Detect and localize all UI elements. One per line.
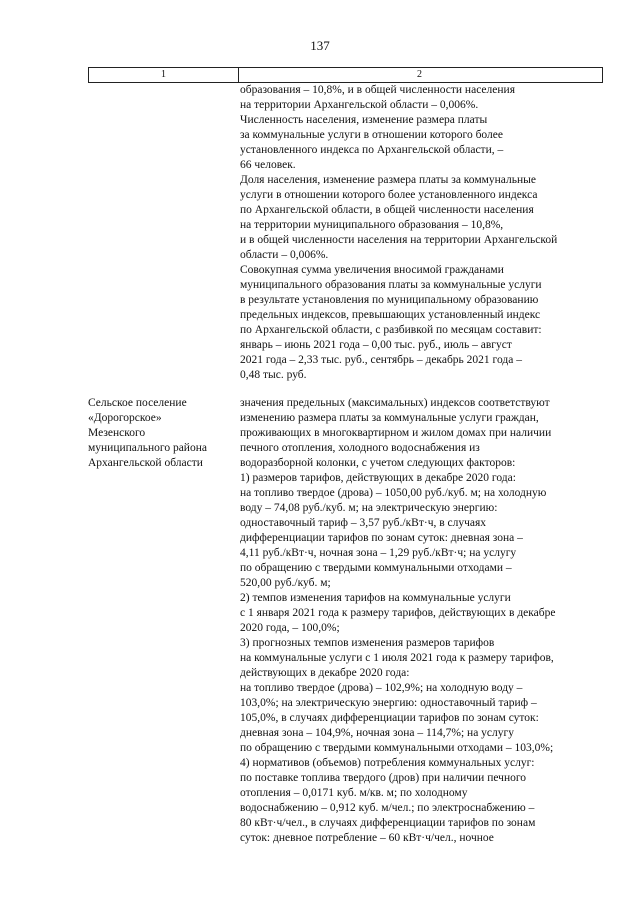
continuation-text-line: области – 0,006%.	[240, 249, 329, 261]
continuation-text-line: по Архангельской области, с разбивкой по месяцам составит:	[240, 324, 542, 336]
index-description-line: 105,0%, в случаях дифференциации тарифов по зонам суток:	[240, 712, 539, 724]
index-description-line: значения предельных (максимальных) индексов соответствуют	[240, 397, 550, 409]
continuation-text-line: Численность населения, изменение размера платы	[240, 114, 488, 126]
continuation-text	[240, 83, 557, 383]
index-description-line: на коммунальные услуги с 1 июля 2021 года к размеру тарифов,	[240, 652, 554, 664]
index-description-line: 520,00 руб./куб. м;	[240, 577, 331, 589]
index-description-line: печного отопления, холодного водоснабжения из	[240, 442, 480, 454]
index-description-line: на топливо твердое (дрова) – 1050,00 руб./куб. м; на холодную	[240, 487, 547, 499]
continuation-text-line: предельных индексов, превышающих установленный индекс	[240, 309, 541, 321]
index-description-line: проживающих в многоквартирном и жилом домах при наличии	[240, 427, 552, 439]
column-header-1: 1	[88, 68, 239, 82]
continuation-text-line: и в общей численности населения на территории Архангельской	[240, 234, 558, 246]
index-description-line: одноставочный тариф – 3,57 руб./кВт·ч, в случаях	[240, 517, 487, 529]
index-description-line: отопления – 0,0171 куб. м/кв. м; по холодному	[240, 787, 468, 799]
index-description-line: водоснабжению – 0,912 куб. м/чел.; по электроснабжению –	[240, 802, 535, 814]
index-description-line: по обращению с твердыми коммунальными отходами – 103,0%;	[240, 742, 554, 754]
column-header-2: 2	[237, 68, 603, 82]
continuation-text-line: 66 человек.	[240, 159, 296, 171]
municipality-name-line: муниципального района	[88, 442, 207, 454]
municipality-name-line: Сельское поселение	[88, 397, 187, 409]
continuation-text-line: 2021 года – 2,33 тыс. руб., сентябрь – декабрь 2021 года –	[240, 354, 522, 366]
index-description-line: 4) нормативов (объемов) потребления коммунальных услуг:	[240, 757, 535, 769]
index-description-line: 2020 года, – 100,0%;	[240, 622, 340, 634]
continuation-text-line: Совокупная сумма увеличения вносимой гражданами	[240, 264, 504, 276]
continuation-text-line: установленного индекса по Архангельской области, –	[240, 144, 504, 156]
index-description-line: воду – 74,08 руб./куб. м; на электрическую энергию:	[240, 502, 498, 514]
index-description-line: по поставке топлива твердого (дров) при наличии печного	[240, 772, 527, 784]
municipality-name-line: Архангельской области	[88, 457, 203, 469]
continuation-text-line: 0,48 тыс. руб.	[240, 369, 307, 381]
continuation-text-line: Доля населения, изменение размера платы за коммунальные	[240, 174, 536, 186]
index-description	[240, 396, 556, 846]
continuation-text-line: по Архангельской области, в общей численности населения	[240, 204, 534, 216]
continuation-text-line: за коммунальные услуги в отношении которого более	[240, 129, 503, 141]
index-description-line: изменению размера платы за коммунальные услуги граждан,	[240, 412, 539, 424]
index-description-line: на топливо твердое (дрова) – 102,9%; на холодную воду –	[240, 682, 523, 694]
page-number: 137	[310, 38, 330, 53]
index-description-line: 4,11 руб./кВт·ч, ночная зона – 1,29 руб./кВт·ч; на услугу	[240, 547, 517, 559]
index-description-line: дневная зона – 104,9%, ночная зона – 114,7%; на услугу	[240, 727, 514, 739]
municipality-name	[88, 396, 207, 471]
continuation-text-line: образования – 10,8%, и в общей численности населения	[240, 84, 515, 96]
index-description-line: действующих в декабре 2020 года:	[240, 667, 410, 679]
index-description-line: 3) прогнозных темпов изменения размеров тарифов	[240, 637, 495, 649]
continuation-text-line: в результате установления по муниципальному образованию	[240, 294, 539, 306]
continuation-text-line: муниципального образования платы за коммунальные услуги	[240, 279, 542, 291]
continuation-text-line: услуги в отношении которого более установленного индекса	[240, 189, 538, 201]
index-description-line: суток: дневное потребление – 60 кВт·ч/чел., ночное	[240, 832, 494, 844]
municipality-name-line: Мезенского	[88, 427, 146, 439]
index-description-line: 80 кВт·ч/чел., в случаях дифференциации тарифов по зонам	[240, 817, 536, 829]
index-description-line: дифференциации тарифов по зонам суток: дневная зона –	[240, 532, 523, 544]
index-description-line: 103,0%; на электрическую энергию: одноставочный тариф –	[240, 697, 537, 709]
continuation-text-line: январь – июнь 2021 года – 0,00 тыс. руб., июль – август	[240, 339, 512, 351]
continuation-text-line: на территории Архангельской области – 0,006%.	[240, 99, 479, 111]
index-description-line: 2) темпов изменения тарифов на коммунальные услуги	[240, 592, 511, 604]
index-description-line: с 1 января 2021 года к размеру тарифов, действующих в декабре	[240, 607, 556, 619]
index-description-line: по обращению с твердыми коммунальными отходами –	[240, 562, 512, 574]
table-header-row	[88, 67, 603, 83]
index-description-line: водоразборной колонки, с учетом следующих факторов:	[240, 457, 516, 469]
index-description-line: 1) размеров тарифов, действующих в декабре 2020 года:	[240, 472, 516, 484]
continuation-text-line: на территории муниципального образования – 10,8%,	[240, 219, 504, 231]
municipality-name-line: «Дорогорское»	[88, 412, 162, 424]
